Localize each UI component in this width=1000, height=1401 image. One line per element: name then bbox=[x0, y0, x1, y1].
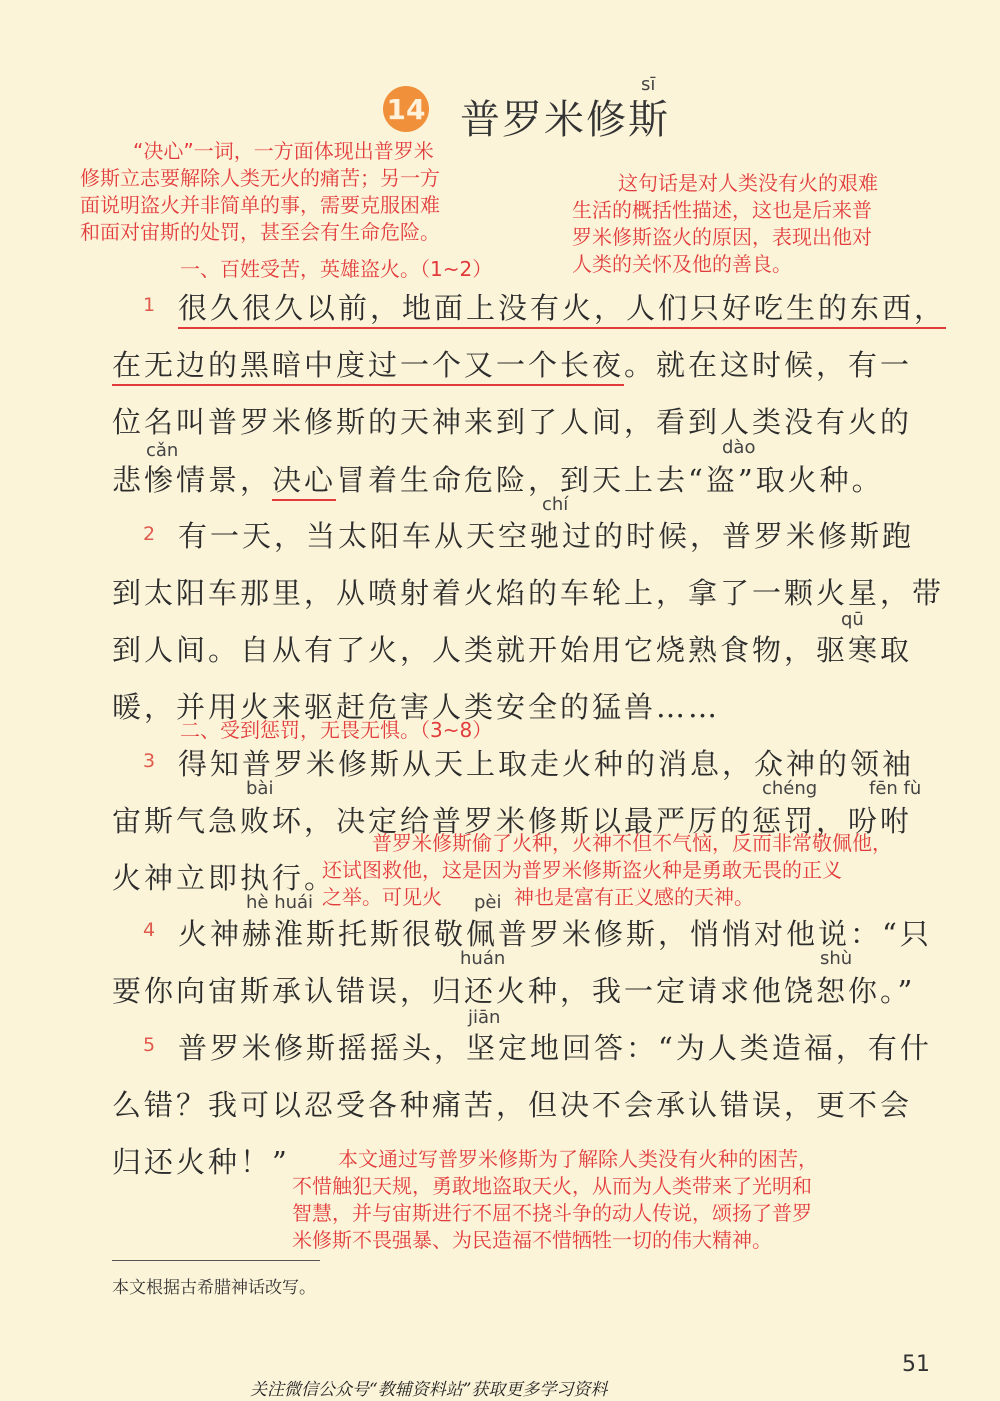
title-pinyin: sī bbox=[641, 74, 656, 95]
right-note-line-3: 罗米修斯盗火的原因，表现出他对 bbox=[572, 225, 872, 249]
left-note-line-2: 修斯立志要解除人类无火的痛苦；另一方 bbox=[80, 166, 440, 190]
p1-underlined-word: 决心 bbox=[272, 463, 336, 501]
p2-line-4: 暖，并用火来驱赶危害人类安全的猛兽…… bbox=[112, 690, 721, 724]
p1-line-1 bbox=[178, 286, 946, 327]
p2-line-3: 到人间。自从有了火，人类就开始用它烧熟食物，驱寒取 bbox=[112, 633, 913, 667]
p5-line-3: 归还火种！” bbox=[112, 1145, 290, 1179]
right-note-line-4: 人类的关怀及他的善良。 bbox=[572, 252, 792, 276]
p1-underlined-phrase: 在无边的黑暗中度过一个又一个长夜 bbox=[112, 348, 624, 386]
paragraph-number-2: 2 bbox=[143, 523, 156, 545]
paragraph-number-5: 5 bbox=[143, 1034, 156, 1056]
paragraph-number-3: 3 bbox=[143, 750, 156, 772]
pinyin-dao: dào bbox=[722, 437, 756, 458]
paragraph-number-1: 1 bbox=[143, 294, 156, 316]
pinyin-cheng: chéng bbox=[762, 778, 818, 799]
footnote-divider bbox=[112, 1260, 320, 1261]
page-title: 普罗米修斯 bbox=[460, 97, 670, 143]
p1-line-2 bbox=[112, 343, 912, 384]
p3-line-3: 火神立即执行。 bbox=[112, 861, 337, 895]
p1-line-4 bbox=[112, 458, 884, 499]
p3-line-1: 得知普罗米修斯从天上取走火种的消息，众神的领袖 bbox=[178, 747, 915, 781]
fire-god-note-line-2: 还试图救他，这是因为普罗米修斯盗火种是勇敢无畏的正义 bbox=[322, 858, 842, 882]
pinyin-huan: huán bbox=[460, 948, 506, 969]
pinyin-can: cǎn bbox=[146, 440, 179, 461]
lesson-number-badge: 14 bbox=[383, 86, 429, 132]
p4-line-1: 火神赫淮斯托斯很敬佩普罗米修斯，悄悄对他说：“只 bbox=[178, 917, 932, 951]
p1-line-2-rest: 。就在这时候，有一 bbox=[624, 348, 913, 382]
p3-line-2: 宙斯气急败坏，决定给普罗米修斯以最严厉的惩罚，吩咐 bbox=[112, 804, 913, 838]
p1-line-3: 位名叫普罗米修斯的天神来到了人间，看到人类没有火的 bbox=[112, 405, 913, 439]
p5-line-2: 么错？我可以忍受各种痛苦，但决不会承认错误，更不会 bbox=[112, 1088, 913, 1122]
p5-line-1: 普罗米修斯摇摇头，坚定地回答：“为人类造福，有什 bbox=[178, 1031, 932, 1065]
pinyin-pei: pèi bbox=[474, 892, 502, 913]
pinyin-fenfu: fēn fù bbox=[869, 778, 922, 799]
summary-note-line-3: 智慧，并与宙斯进行不屈不挠斗争的动人传说，颂扬了普罗 bbox=[292, 1201, 812, 1225]
pinyin-bai: bài bbox=[246, 778, 274, 799]
p1-line-4-b: 冒着生命危险，到天上去“盗”取火种。 bbox=[336, 463, 884, 497]
summary-note-line-4: 米修斯不畏强暴、为民造福不惜牺牲一切的伟大精神。 bbox=[292, 1228, 772, 1252]
section-heading-1: 一、百姓受苦，英雄盗火。（1~2） bbox=[180, 257, 493, 281]
left-note-line-4: 和面对宙斯的处罚，甚至会有生命危险。 bbox=[80, 220, 440, 244]
p2-line-2: 到太阳车那里，从喷射着火焰的车轮上，拿了一颗火星，带 bbox=[112, 576, 945, 610]
left-note-line-1: “决心”一词，一方面体现出普罗米 bbox=[133, 139, 434, 163]
section-heading-2: 二、受到惩罚，无畏无惧。（3~8） bbox=[180, 718, 493, 742]
pinyin-jian: jiān bbox=[468, 1007, 501, 1028]
right-note-line-1: 这句话是对人类没有火的艰难 bbox=[618, 171, 878, 195]
footnote: 本文根据古希腊神话改写。 bbox=[112, 1278, 316, 1298]
bottom-banner: 关注微信公众号“教辅资料站”获取更多学习资料 bbox=[250, 1380, 608, 1400]
page-number: 51 bbox=[902, 1352, 930, 1377]
p4-line-2: 要你向宙斯承认错误，归还火种，我一定请求他饶恕你。” bbox=[112, 974, 916, 1008]
pinyin-chi: chí bbox=[542, 494, 569, 515]
p1-line-1-text: 很久很久以前，地面上没有火，人们只好吃生的东西， bbox=[178, 291, 946, 329]
paragraph-number-4: 4 bbox=[143, 919, 156, 941]
summary-note-line-2: 不惜触犯天规，勇敢地盗取天火，从而为人类带来了光明和 bbox=[292, 1174, 812, 1198]
p2-line-1: 有一天，当太阳车从天空驰过的时候，普罗米修斯跑 bbox=[178, 519, 915, 553]
left-note-line-3: 面说明盗火并非简单的事，需要克服困难 bbox=[80, 193, 440, 217]
summary-note-line-1: 本文通过写普罗米修斯为了解除人类没有火种的困苦， bbox=[338, 1147, 818, 1171]
pinyin-hehuai: hè huái bbox=[246, 892, 314, 913]
right-note-line-2: 生活的概括性描述，这也是后来普 bbox=[572, 198, 872, 222]
fire-god-note-line-3: 之举。可见火 bbox=[322, 885, 442, 909]
fire-god-note-line-1: 普罗米修斯偷了火种，火神不但不气恼，反而非常敬佩他， bbox=[372, 831, 892, 855]
pinyin-shu: shù bbox=[820, 948, 853, 969]
pinyin-qu: qū bbox=[841, 609, 864, 630]
fire-god-note-line-4: 神也是富有正义感的天神。 bbox=[514, 885, 754, 909]
p1-line-4-a: 悲惨情景， bbox=[112, 463, 273, 497]
